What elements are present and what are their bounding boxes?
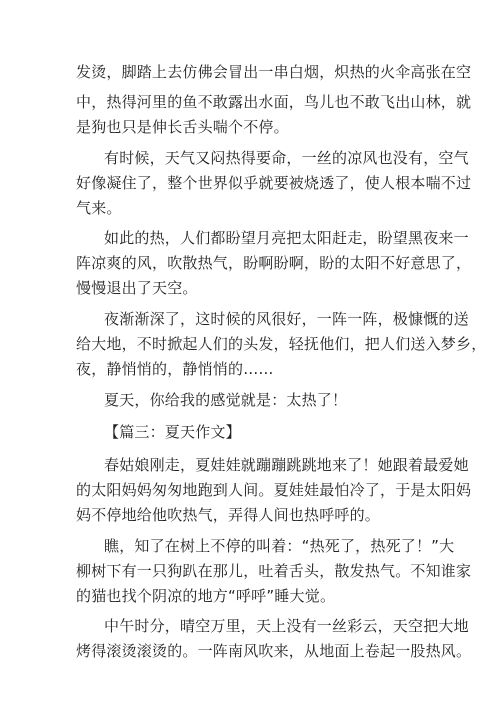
text-line: 烤得滚烫滚烫的。一阵南风吹来，从地面上卷起一股热风。 [76, 642, 472, 660]
text-line: 的猫也找个阴凉的地方“呼呼”睡大觉。 [76, 587, 336, 605]
text-line: 阵凉爽的风，吹散热气，盼啊盼啊，盼的太阳不好意思了， [76, 254, 472, 272]
text-line: 慢慢退出了天空。 [76, 279, 198, 297]
text-line: 夜，静悄悄的，静悄悄的…… [76, 360, 274, 378]
section-title: 【篇三：夏天作文】 [104, 423, 241, 441]
text-line: 给大地，不时掀起人们的头发，轻抚他们，把人们送入梦乡， [76, 335, 487, 353]
paragraph-first-line: 如此的热，人们都盼望月亮把太阳赶走，盼望黑夜来一 [104, 229, 469, 247]
text-line: 发烫，脚踏上去仿佛会冒出一串白烟，炽热的火伞高张在空 [76, 63, 472, 81]
paragraph-first-line: 瞧，知了在树上不停的叫着：“热死了，热死了！”大 [104, 537, 455, 555]
paragraph-first-line: 有时候，天气又闷热得要命，一丝的凉风也没有，空气 [104, 149, 469, 167]
text-line: 妈不停地给他吹热气，弄得人间也热呼呼的。 [76, 506, 381, 524]
text-line: 气来。 [76, 199, 122, 217]
paragraph-first-line: 夜渐渐深了，这时候的风很好，一阵一阵，极慷慨的送 [104, 310, 469, 328]
text-line: 是狗也只是伸长舌头喘个不停。 [76, 118, 289, 136]
text-line: 柳树下有一只狗趴在那儿，吐着舌头，散发热气。不知谁家 [76, 562, 472, 580]
text-line: 中，热得河里的鱼不敢露出水面，鸟儿也不敢飞出山林，就 [76, 93, 472, 111]
paragraph-first-line: 中午时分，晴空万里，天上没有一丝彩云，天空把大地 [104, 617, 469, 635]
paragraph-first-line: 夏天，你给我的感觉就是：太热了！ [104, 391, 348, 409]
text-line: 的太阳妈妈匆匆地跑到人间。夏娃娃最怕冷了，于是太阳妈 [76, 481, 472, 499]
text-line: 好像凝住了，整个世界似乎就要被烧透了，使人根本喘不过 [76, 174, 472, 192]
paragraph-first-line: 春姑娘刚走，夏娃娃就蹦蹦跳跳地来了！她跟着最爱她 [104, 456, 469, 474]
